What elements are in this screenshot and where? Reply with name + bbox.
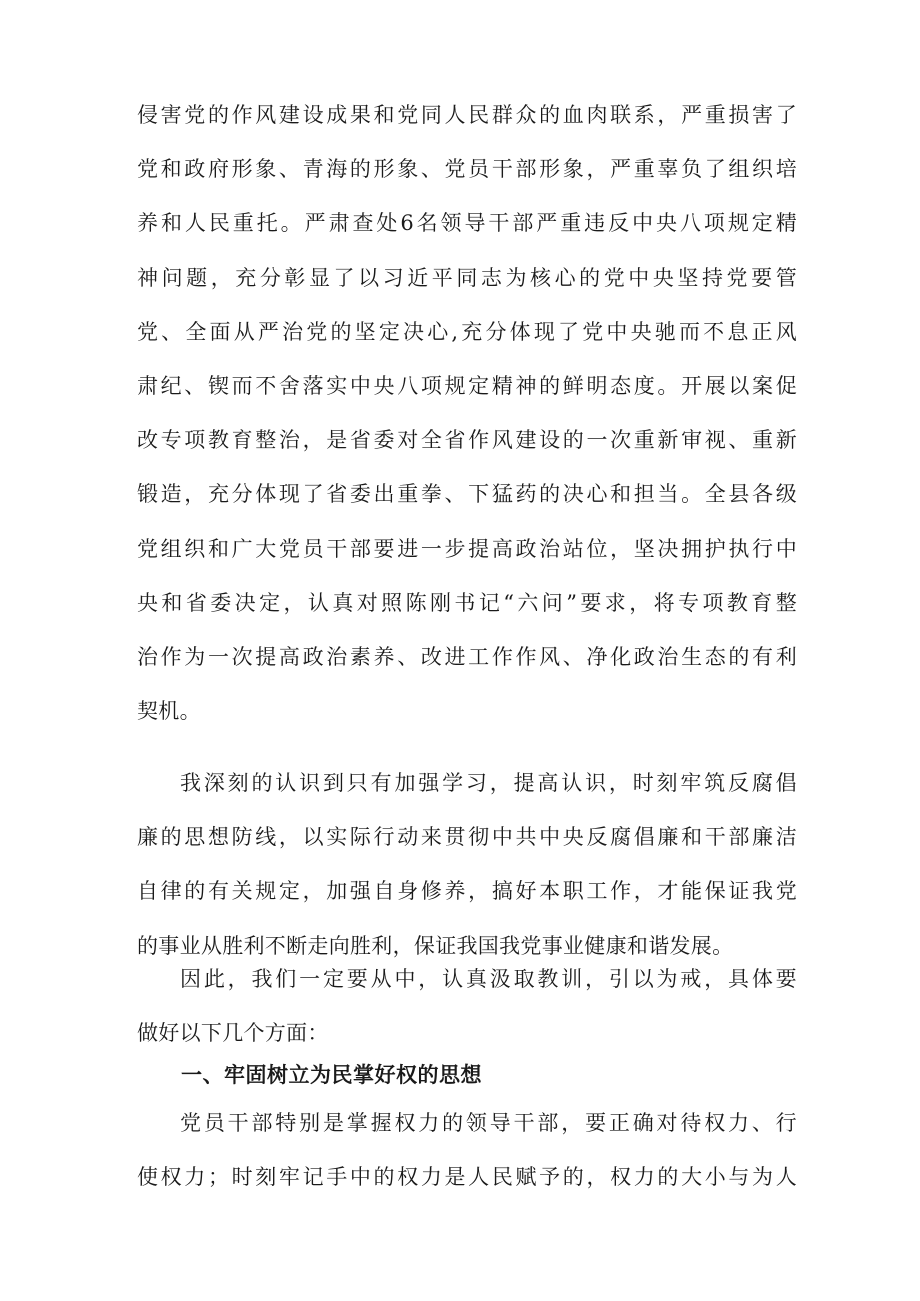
paragraph-2 — [137, 768, 797, 985]
text-line: 廉的思想防线，以实际行动来贯彻中共中央反腐倡廉和干部廉洁 — [137, 825, 797, 850]
text-line: 党组织和广大党员干部要进一步提高政治站位，坚决拥护执行中 — [137, 536, 797, 561]
paragraph-3 — [137, 964, 797, 1072]
section-heading: 一、牢固树立为民掌好权的思想 — [181, 1063, 482, 1087]
text-line: 我深刻的认识到只有加强学习，提高认识，时刻牢筑反腐倡 — [180, 771, 797, 795]
text-line: 的事业从胜利不断走向胜利，保证我国我党事业健康和谐发展。 — [137, 933, 734, 958]
text-line: 党、全面从严治党的坚定决心,充分体现了党中央驰而不息正风 — [137, 319, 797, 344]
paragraph-4 — [137, 1108, 797, 1216]
text-line: 养和人民重托。严肃查处6名领导干部严重违反中央八项规定精 — [137, 211, 797, 236]
text-line: 侵害党的作风建设成果和党同人民群众的血肉联系，严重损害了 — [137, 103, 797, 127]
text-line: 使权力；时刻牢记手中的权力是人民赋予的，权力的大小与为人 — [137, 1165, 797, 1190]
text-line: 契机。 — [137, 699, 201, 724]
text-line: 做好以下几个方面： — [137, 1021, 329, 1046]
text-line: 央和省委决定，认真对照陈刚书记“六问”要求，将专项教育整 — [137, 590, 797, 615]
text-line: 肃纪、锲而不舍落实中央八项规定精神的鲜明态度。开展以案促 — [137, 373, 797, 398]
text-line: 因此，我们一定要从中，认真汲取教训，引以为戒，具体要 — [180, 967, 797, 991]
text-line: 治作为一次提高政治素养、改进工作作风、净化政治生态的有利 — [137, 644, 797, 669]
text-line: 改专项教育整治，是省委对全省作风建设的一次重新审视、重新 — [137, 428, 797, 453]
text-line: 党和政府形象、青海的形象、党员干部形象，严重辜负了组织培 — [137, 157, 797, 182]
text-line: 锻造，充分体现了省委出重拳、下猛药的决心和担当。全县各级 — [137, 482, 797, 507]
text-line: 自律的有关规定，加强自身修养，搞好本职工作，才能保证我党 — [137, 879, 797, 904]
text-line: 神问题，充分彰显了以习近平同志为核心的党中央坚持党要管 — [137, 265, 797, 290]
text-line: 党员干部特别是掌握权力的领导干部，要正确对待权力、行 — [180, 1111, 797, 1135]
paragraph-1 — [137, 100, 797, 750]
